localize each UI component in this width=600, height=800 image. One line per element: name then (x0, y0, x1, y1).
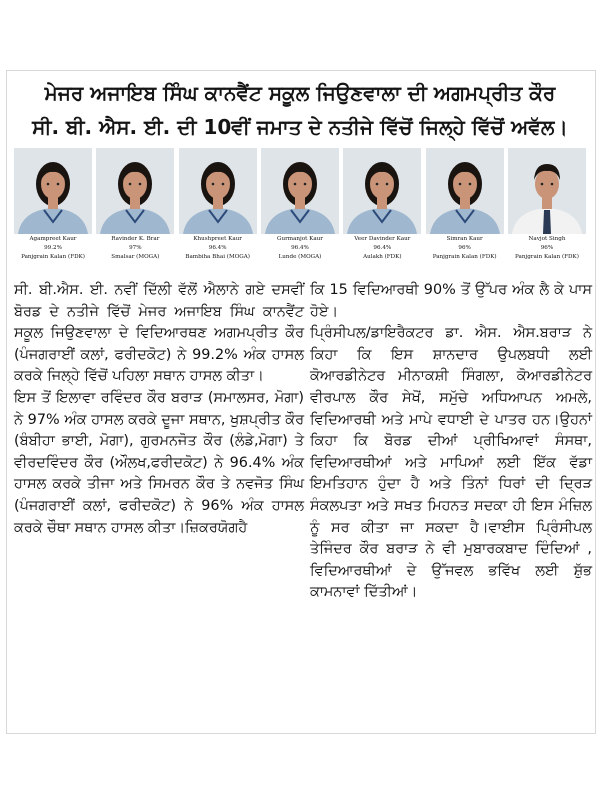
student-card (14, 148, 92, 270)
student-place: Smalsar (MOGA) (111, 254, 160, 260)
portrait-illustration (14, 148, 92, 234)
student-percent: 97% (129, 245, 142, 251)
eye-shape (304, 183, 307, 186)
student-card (179, 148, 257, 270)
tie-shape (543, 210, 551, 234)
portrait-illustration (96, 148, 174, 234)
student-place: Bambiha Bhai (MOGA) (185, 254, 250, 260)
student-card (426, 148, 504, 270)
article-column-right (310, 280, 592, 604)
face-shape (535, 169, 559, 199)
student-place: Lunde (MOGA) (278, 254, 322, 260)
portrait-illustration (426, 148, 504, 234)
student-portrait (179, 148, 257, 234)
student-place: Panjgrain Kalan (FDK) (515, 254, 579, 260)
student-name: Navjot Singh (528, 236, 566, 242)
article-paragraph: ਸੀ. ਬੀ.ਐਸ. ਈ. ਨਵੀਂ ਦਿੱਲੀ ਵੱਲੋਂ ਐਲਾਨੇ ਗਏ ਦਸਵੀਂ ਬੋਰਡ ਦੇ ਨਤੀਜੇ ਵਿੱਚੋਂ ਮੇਜਰ ਅਜਾਇਬ ਸਿੰਘ ਕਾਨਵੈਂਟ ਸਕੂਲ ਜਿਉਣਵਾਲਾ ਦੇ ਵਿਦਿਆਰਥਣ ਅਗਮਪ੍ਰੀਤ ਕੌਰ (ਪੰਜਗਰਾਈਂ ਕਲਾਂ, ਫਰੀਦਕੋਟ) ਨੇ 99.2% ਅੰਕ ਹਾਸਲ ਕਰਕੇ ਜਿਲ੍ਹੇ ਵਿੱਚੋਂ ਪਹਿਲਾ ਸਥਾਨ ਹਾਸਲ ਕੀਤਾ। (14, 282, 304, 385)
student-percent: 96% (458, 245, 471, 251)
article-column-left (14, 280, 304, 539)
eye-shape (139, 183, 142, 186)
student-percent: 96.4% (208, 245, 227, 251)
student-name: Ravinder K. Brar (111, 236, 160, 242)
portrait-illustration (508, 148, 586, 234)
student-portrait (261, 148, 339, 234)
eye-shape (57, 183, 60, 186)
student-card (343, 148, 421, 270)
student-name: Veer Davinder Kaur (354, 236, 411, 242)
student-place: Panjgrain Kalan (FDK) (432, 254, 497, 260)
student-card (261, 148, 339, 270)
student-card (508, 148, 586, 270)
student-portrait (426, 148, 504, 234)
headline-line-2: ਸੀ. ਬੀ. ਐਸ. ਈ. ਦੀ 10ਵੀਂ ਜਮਾਤ ਦੇ ਨਤੀਜੇ ਵਿੱਚੋਂ ਜਿਲ੍ਹੇ ਵਿੱਚੋਂ ਅਵੱਲ। (32, 115, 568, 139)
eye-shape (386, 183, 389, 186)
eye-shape (221, 183, 224, 186)
student-percent: 96.4% (373, 245, 392, 251)
student-portrait (508, 148, 586, 234)
student-name: Agampreet Kaur (29, 236, 77, 242)
eye-shape (129, 183, 132, 186)
eye-shape (294, 183, 297, 186)
eye-shape (551, 183, 554, 186)
eye-shape (376, 183, 379, 186)
student-card (96, 148, 174, 270)
headline-line-1: ਮੇਜਰ ਅਜਾਇਬ ਸਿੰਘ ਕਾਨਵੈਂਟ ਸਕੂਲ ਜਿਉਣਵਾਲਾ ਦੀ ਅਗਮਪ੍ਰੀਤ ਕੌਰ (44, 81, 556, 105)
portrait-illustration (261, 148, 339, 234)
student-photo-strip (14, 148, 586, 270)
portrait-illustration (343, 148, 421, 234)
student-place: Aulakh (FDK) (363, 254, 402, 260)
eye-shape (458, 183, 461, 186)
student-portrait (343, 148, 421, 234)
eye-shape (468, 183, 471, 186)
student-portrait (96, 148, 174, 234)
eye-shape (211, 183, 214, 186)
student-name: Simran Kaur (446, 236, 483, 242)
student-name: Gurmanjot Kaur (277, 236, 323, 242)
article-paragraph: ਪ੍ਰਿੰਸੀਪਲ/ਡਾਇਰੈਕਟਰ ਡਾ. ਐਸ. ਐਸ.ਬਰਾੜ ਨੇ ਕਿਹਾ ਕਿ ਇਸ ਸ਼ਾਨਦਾਰ ਉਪਲਬਧੀ ਲਈ ਕੋਆਰਡੀਨੇਟਰ ਮੀਨਾਕਸ਼ੀ ਸਿੰਗਲਾ, ਕੋਆਰਡੀਨੇਟਰ ਵੀਰਪਾਲ ਕੌਰ ਸੇਖੋਂ, ਸਮੁੱਚੇ ਅਧਿਆਪਨ ਅਮਲੇ, ਵਿਦਿਆਰਥੀ ਅਤੇ ਮਾਪੇ ਵਧਾਈ ਦੇ ਪਾਤਰ ਹਨ।ਉਹਨਾਂ ਕਿਹਾ ਕਿ ਬੋਰਡ ਦੀਆਂ ਪ੍ਰੀਖਿਆਵਾਂ ਸੰਸਥਾ, ਵਿਦਿਆਰਥੀਆਂ ਅਤੇ ਮਾਪਿਆਂ ਲਈ ਇੱਕ ਵੱਡਾ ਇਮਤਿਹਾਨ ਹੁੰਦਾ ਹੈ ਅਤੇ ਤਿੰਨਾਂ ਧਿਰਾਂ ਦੀ ਦ੍ਰਿੜ ਸੰਕਲਪਤਾ ਅਤੇ ਸਖਤ ਮਿਹਨਤ ਸਦਕਾ ਹੀ ਇਸ ਮੰਜ਼ਿਲ ਨੂੰ ਸਰ ਕੀਤਾ ਜਾ ਸਕਦਾ ਹੈ।ਵਾਈਸ ਪ੍ਰਿੰਸੀਪਲ ਤੇਜਿੰਦਰ ਕੌਰ ਬਰਾੜ ਨੇ ਵੀ ਮੁਬਾਰਕਬਾਦ ਦਿੰਦਿਆਂ , ਵਿਦਿਆਰਥੀਆਂ ਦੇ ਉੱਜਵਲ ਭਵਿੱਖ ਲਈ ਸ਼ੁੱਭ ਕਾਮਨਾਵਾਂ ਦਿੱਤੀਆਂ। (310, 325, 592, 601)
student-percent: 99.2% (44, 245, 62, 251)
article-paragraph: ਕਿ 15 ਵਿਦਿਆਰਥੀ 90% ਤੋਂ ਉੱਪਰ ਅੰਕ ਲੈ ਕੇ ਪਾਸ ਹੋਏ। (310, 282, 592, 320)
portrait-illustration (179, 148, 257, 234)
student-percent: 96% (540, 245, 554, 251)
student-name: Khushpreet Kaur (193, 236, 242, 242)
eye-shape (541, 183, 544, 186)
student-percent: 96.4% (291, 245, 309, 251)
article-paragraph: ਇਸ ਤੋਂ ਇਲਾਵਾ ਰਵਿੰਦਰ ਕੌਰ ਬਰਾੜ (ਸਮਾਲਸਰ, ਮੋਗਾ) ਨੇ 97% ਅੰਕ ਹਾਸਲ ਕਰਕੇ ਦੂਜਾ ਸਥਾਨ, ਖੁਸ਼ਪ੍ਰੀਤ ਕੌਰ (ਬੰਬੀਹਾ ਭਾਈ, ਮੋਗਾ), ਗੁਰਮਨਜੋਤ ਕੌਰ (ਲੰਡੇ,ਮੋਗਾ) ਤੇ ਵੀਰਦਵਿੰਦਰ ਕੌਰ (ਔਲਖ,ਫਰੀਦਕੋਟ) ਨੇ 96.4% ਅੰਕ ਹਾਸਲ ਕਰਕੇ ਤੀਜਾ ਅਤੇ ਸਿਮਰਨ ਕੌਰ ਤੇ ਨਵਜੋਤ ਸਿੰਘ (ਪੰਜਗਰਾਈਂ ਕਲਾਂ, ਫਰੀਦਕੋਟ) ਨੇ 96% ਅੰਕ ਹਾਸਲ ਕਰਕੇ ਚੌਥਾ ਸਥਾਨ ਹਾਸਲ ਕੀਤਾ।ਜ਼ਿਕਰਯੋਗਹੈ (14, 389, 304, 536)
student-portrait (14, 148, 92, 234)
student-place: Panjgrain Kalan (FDK) (21, 254, 85, 260)
eye-shape (47, 183, 50, 186)
